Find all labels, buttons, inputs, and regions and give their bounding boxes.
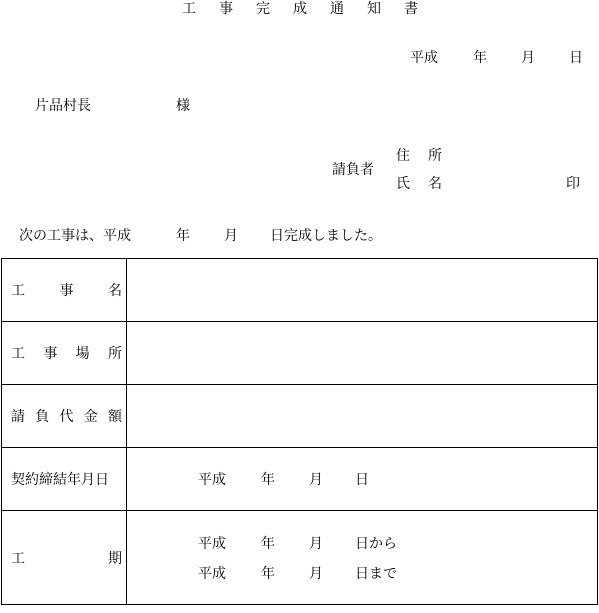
period-to-year: 年 bbox=[261, 565, 275, 582]
statement-month: 月 bbox=[224, 228, 238, 244]
title-char: 知 bbox=[367, 1, 381, 17]
contract-amount-field[interactable] bbox=[127, 385, 598, 448]
contract-date-label: 契約締結年月日 bbox=[2, 448, 127, 511]
addressee-name: 片品村長 bbox=[35, 98, 91, 114]
statement-suffix: 日完成しました。 bbox=[270, 228, 382, 244]
title-char: 事 bbox=[219, 1, 233, 17]
period-to-era: 平成 bbox=[198, 565, 226, 582]
header-date-day: 日 bbox=[569, 50, 583, 66]
period-from-day: 日から bbox=[355, 535, 397, 552]
work-info-table bbox=[1, 258, 598, 605]
work-location-field[interactable] bbox=[127, 322, 598, 385]
contract-amount-label: 請 負 代 金 額 bbox=[2, 385, 127, 448]
document-title bbox=[182, 1, 418, 17]
header-date-era: 平成 bbox=[410, 50, 438, 66]
table-row bbox=[2, 259, 598, 322]
title-char: 通 bbox=[330, 1, 344, 17]
contract-date-era: 平成 bbox=[198, 472, 226, 488]
period-to-month: 月 bbox=[309, 565, 323, 582]
title-char: 成 bbox=[293, 1, 307, 17]
work-name-field[interactable] bbox=[127, 259, 598, 322]
title-char: 書 bbox=[404, 1, 418, 17]
header-date-year: 年 bbox=[473, 50, 487, 66]
contract-date-field[interactable] bbox=[127, 448, 598, 511]
period-from-month: 月 bbox=[309, 535, 323, 552]
title-char: 工 bbox=[182, 1, 196, 17]
period-label: 工 期 bbox=[2, 511, 127, 605]
work-location-label: 工 事 場 所 bbox=[2, 322, 127, 385]
contract-date-day: 日 bbox=[355, 472, 369, 488]
table-row bbox=[2, 511, 598, 605]
period-to-day: 日まで bbox=[355, 565, 397, 582]
work-name-label: 工 事 名 bbox=[2, 259, 127, 322]
period-from-year: 年 bbox=[261, 535, 275, 552]
contract-date-month: 月 bbox=[309, 472, 323, 488]
header-date-month: 月 bbox=[521, 50, 535, 66]
statement-year: 年 bbox=[176, 228, 190, 244]
title-char: 完 bbox=[256, 1, 270, 17]
table-row bbox=[2, 385, 598, 448]
contractor-label: 請負者 bbox=[332, 162, 374, 178]
addressee-honorific: 様 bbox=[176, 98, 190, 114]
table-row bbox=[2, 322, 598, 385]
period-field[interactable] bbox=[127, 511, 598, 605]
period-from-era: 平成 bbox=[198, 535, 226, 552]
name-label: 氏 名 bbox=[396, 176, 442, 192]
statement-prefix: 次の工事は、平成 bbox=[19, 228, 131, 244]
seal-mark: 印 bbox=[566, 176, 580, 192]
contract-date-year: 年 bbox=[261, 472, 275, 488]
table-row bbox=[2, 448, 598, 511]
address-label: 住 所 bbox=[396, 148, 442, 164]
